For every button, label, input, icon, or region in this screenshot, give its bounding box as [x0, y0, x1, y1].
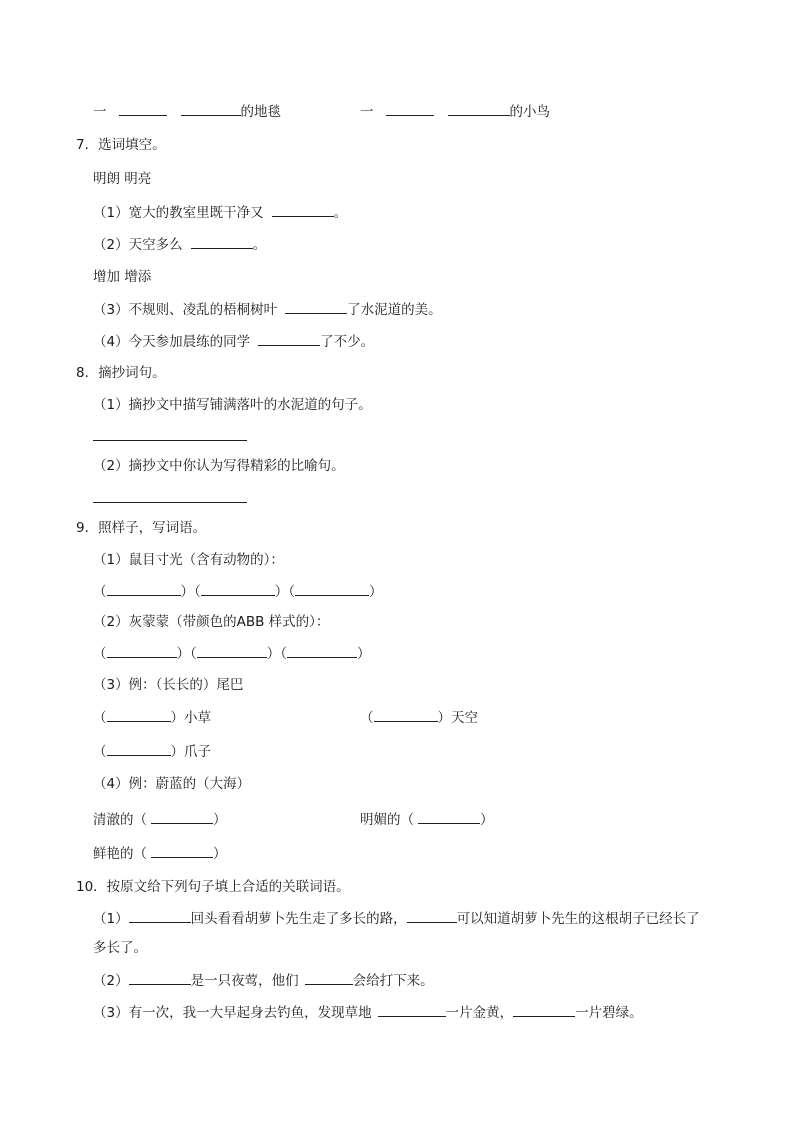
q10-title: 10．按原文给下列句子填上合适的关联词语。: [76, 879, 350, 895]
q9-item-4-row-1: 清澈的（ ）: [93, 809, 227, 830]
q9-item-2: （2）灰蒙蒙（带颜色的ABB 样式的）：: [93, 614, 330, 630]
blank[interactable]: [129, 908, 191, 923]
q10-sentence-2: （2） 是一只夜莺，他们 会给打下来。: [93, 970, 434, 991]
blank[interactable]: [197, 643, 267, 658]
blank[interactable]: [386, 101, 434, 116]
top-fill-line-right: 一 的小鸟: [360, 101, 550, 122]
blank[interactable]: [129, 970, 191, 985]
q9-item-1-blanks: （ ）（ ）（ ）: [93, 581, 383, 602]
blank[interactable]: [418, 809, 480, 824]
q9-item-3: （3）例：（长长的）尾巴: [93, 677, 244, 693]
blank[interactable]: [107, 581, 181, 596]
answer-line[interactable]: [93, 502, 247, 503]
blank[interactable]: [107, 741, 171, 756]
blank[interactable]: [513, 1002, 575, 1017]
top-fill-line: 一 的地毯: [93, 101, 281, 122]
blank[interactable]: [374, 707, 438, 722]
q8-item-2: （2）摘抄文中你认为写得精彩的比喻句。: [93, 458, 345, 474]
blank[interactable]: [287, 643, 357, 658]
q10-sentence-1-cont: 多长了。: [93, 940, 147, 956]
q7-item-3: （3）不规则、凌乱的梧桐树叶 了水泥道的美。: [93, 299, 442, 320]
q7-title: 7．选词填空。: [76, 137, 166, 153]
q9-item-4-row-2: 鲜艳的（ ）: [93, 843, 227, 864]
q9-item-2-blanks: （ ）（ ）（ ）: [93, 643, 371, 664]
q8-item-1: （1）摘抄文中描写铺满落叶的水泥道的句子。: [93, 397, 372, 413]
q7-word-group-1: 明朗 明亮: [93, 171, 152, 187]
blank[interactable]: [378, 1002, 446, 1017]
blank[interactable]: [407, 908, 457, 923]
q7-item-4: （4）今天参加晨练的同学 了不少。: [93, 331, 374, 352]
blank[interactable]: [151, 809, 213, 824]
q10-sentence-1: （1） 回头看看胡萝卜先生走了多长的路， 可以知道胡萝卜先生的这根胡子已经长了: [93, 908, 700, 929]
blank[interactable]: [272, 202, 334, 217]
q8-title: 8．摘抄词句。: [76, 365, 166, 381]
blank[interactable]: [448, 101, 510, 116]
q7-word-group-2: 增加 增添: [93, 269, 152, 285]
blank[interactable]: [305, 970, 353, 985]
q7-item-1: （1）宽大的教室里既干净又 。: [93, 202, 347, 223]
blank[interactable]: [151, 843, 213, 858]
blank[interactable]: [201, 581, 275, 596]
blank[interactable]: [119, 101, 167, 116]
q9-item-4: （4）例：蔚蓝的（大海）: [93, 776, 251, 792]
q7-item-2: （2）天空多么 。: [93, 234, 266, 255]
blank[interactable]: [295, 581, 369, 596]
answer-line[interactable]: [93, 440, 247, 441]
q9-title: 9．照样子，写词语。: [76, 520, 207, 536]
blank[interactable]: [107, 707, 171, 722]
q9-item-3-row-2: （ ）爪子: [93, 741, 211, 762]
blank[interactable]: [285, 299, 347, 314]
q10-sentence-3: （3）有一次，我一大早起身去钓鱼，发现草地 一片金黄， 一片碧绿。: [93, 1002, 643, 1023]
q9-item-4-row-1-right: 明媚的（ ）: [360, 809, 494, 830]
blank[interactable]: [107, 643, 177, 658]
blank[interactable]: [181, 101, 241, 116]
q9-item-3-row-1-right: （ ）天空: [360, 707, 478, 728]
q9-item-1: （1）鼠目寸光（含有动物的）：: [93, 552, 284, 568]
blank[interactable]: [191, 234, 253, 249]
q9-item-3-row-1: （ ）小草: [93, 707, 211, 728]
blank[interactable]: [258, 331, 320, 346]
